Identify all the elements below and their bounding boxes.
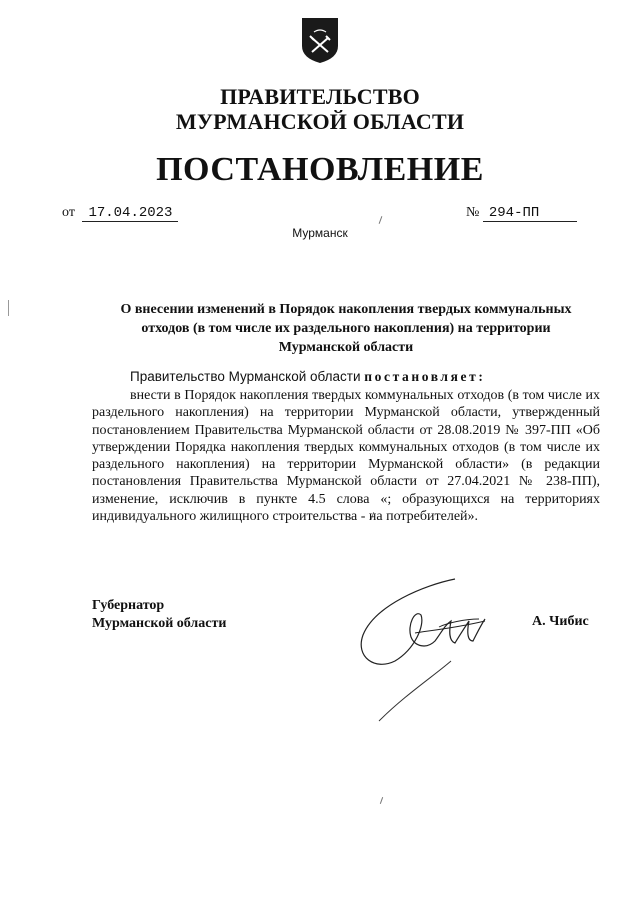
handwritten-signature (355, 575, 505, 725)
date-prefix: от (62, 205, 75, 220)
city: Мурманск (292, 226, 348, 240)
subject-line3: Мурманской области (278, 340, 414, 355)
signatory-title-line1: Губернатор (92, 598, 165, 613)
resolution-paragraph: внести в Порядок накопления твердых коммунальных отходов (в том числе их раздельного накопления) на территории Мурманской области, утвержденный постановлением Правительства Мурманской области от 28.08.2019 № 397-ПП «Об утверждении Порядка накопления твердых коммунальных отходов (в том числе их раздельного накопления) на территории Мурманской области» (в редакции постановления Правительства Мурманской области от 27.04.2021 № 238-ПП), изменение, исключив в пункте 4.5 слова «; образующихся на территориях индивидуального жилищного строительства - на потребителей». (92, 388, 600, 525)
document-subject (92, 300, 600, 357)
signatory-title-line2: Мурманской области (92, 616, 227, 631)
subject-line1: О внесении изменений в Порядок накопления твердых коммунальных (120, 302, 572, 317)
scan-mark (8, 300, 9, 316)
government-title-line1: ПРАВИТЕЛЬСТВО (220, 84, 420, 109)
date-row (62, 204, 178, 222)
document-number: 294-ПП (483, 206, 577, 222)
government-title (0, 84, 640, 134)
document-type: ПОСТАНОВЛЕНИЕ (156, 151, 484, 188)
scan-mark (379, 216, 383, 224)
coat-of-arms-icon (300, 16, 340, 64)
subject-line2: отходов (в том числе их раздельного накопления) на территории (141, 321, 551, 336)
signatory-name: А. Чибис (532, 614, 589, 629)
document-date: 17.04.2023 (82, 206, 178, 222)
intro-keyword: постановляет: (364, 369, 486, 384)
number-row (466, 204, 577, 222)
signatory-title (92, 597, 226, 633)
government-title-line2: МУРМАНСКОЙ ОБЛАСТИ (175, 109, 465, 134)
intro-text: Правительство Мурманской области (130, 369, 365, 384)
scan-mark (380, 797, 383, 804)
resolution-intro (92, 368, 600, 385)
number-prefix: № (466, 205, 480, 220)
